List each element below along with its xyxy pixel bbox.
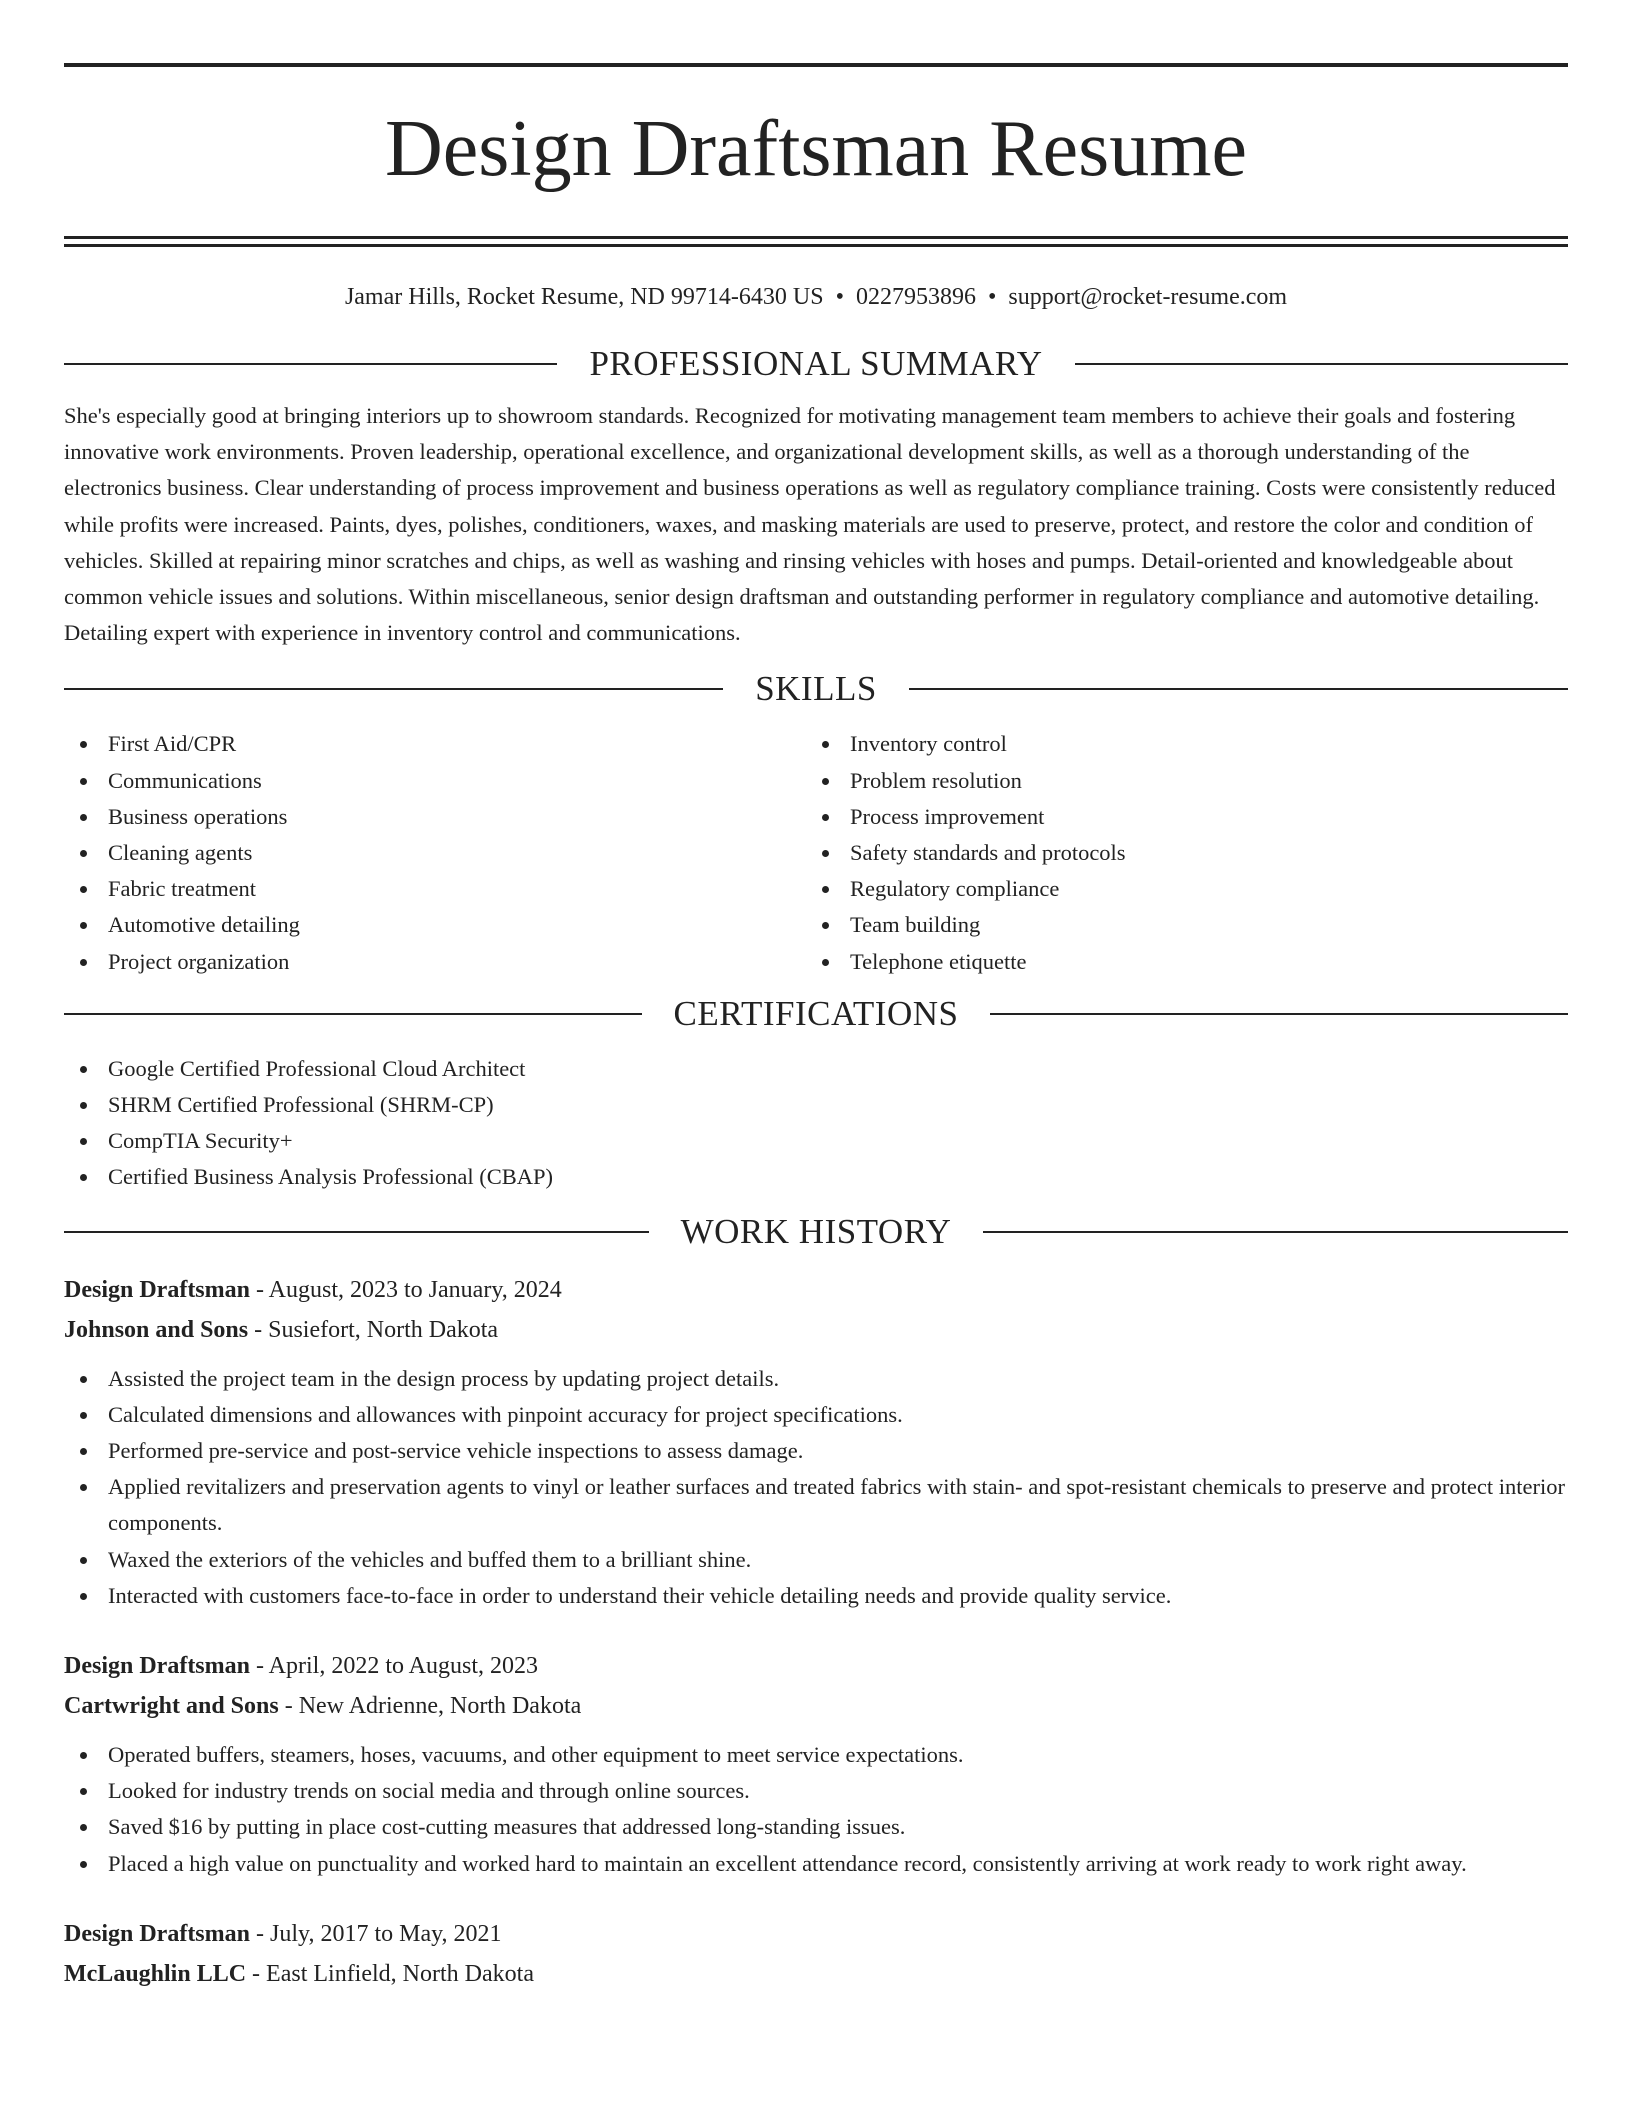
contact-phone: 0227953896 (855, 284, 976, 310)
skill-item: Problem resolution (806, 763, 1548, 799)
job-duty-item: Assisted the project team in the design process by updating project details. (64, 1361, 1568, 1397)
skill-item: Team building (806, 907, 1548, 943)
summary-heading-label: PROFESSIONAL SUMMARY (589, 344, 1043, 383)
job-duty-item: Performed pre-service and post-service vehicle inspections to assess damage. (64, 1433, 1568, 1469)
heading-rule (64, 363, 557, 365)
heading-rule (64, 1013, 642, 1015)
job-title-line (64, 1270, 1568, 1310)
skill-item: Fabric treatment (64, 871, 806, 907)
top-rule (64, 63, 1568, 67)
heading-rule (1075, 363, 1568, 365)
job-company: Cartwright and Sons (64, 1693, 279, 1720)
summary-heading (64, 342, 1568, 386)
certification-item: SHRM Certified Professional (SHRM-CP) (64, 1087, 1568, 1123)
skill-item: First Aid/CPR (64, 726, 806, 762)
skill-item: Business operations (64, 799, 806, 835)
job-company-line (64, 1310, 1568, 1350)
job-duty-item: Applied revitalizers and preservation agents to vinyl or leather surfaces and treated fabrics with stain- and spot-resistant chemicals to preserve and protect interior components. (64, 1469, 1568, 1541)
job-duty-item: Saved $16 by putting in place cost-cutting measures that addressed long-standing issues. (64, 1809, 1568, 1845)
job-title: Design Draftsman (64, 1920, 250, 1947)
job-title: Design Draftsman (64, 1276, 250, 1303)
certifications-heading (64, 992, 1568, 1036)
job-duty-item: Interacted with customers face-to-face in order to understand their vehicle detailing needs and provide quality service. (64, 1578, 1568, 1614)
certifications-heading-label: CERTIFICATIONS (673, 993, 959, 1033)
job-duties (64, 1737, 1568, 1882)
heading-rule (983, 1231, 1568, 1233)
job-location: - Susiefort, North Dakota (248, 1316, 499, 1343)
skills-list (64, 726, 1568, 979)
job-dates: - August, 2023 to January, 2024 (250, 1276, 562, 1303)
contact-address: Jamar Hills, Rocket Resume, ND 99714-6430 US (344, 284, 824, 310)
work-history-heading (64, 1210, 1568, 1254)
heading-rule (909, 688, 1568, 690)
skill-item: Project organization (64, 944, 806, 980)
certification-item: Google Certified Professional Cloud Architect (64, 1051, 1568, 1087)
skills-right-list (806, 726, 1548, 979)
skill-item: Cleaning agents (64, 835, 806, 871)
contact-line (64, 282, 1568, 312)
job-location: - New Adrienne, North Dakota (278, 1693, 582, 1720)
heading-rule (64, 1231, 649, 1233)
job-dates: - July, 2017 to May, 2021 (250, 1920, 502, 1947)
skill-item: Safety standards and protocols (806, 835, 1548, 871)
job-duties (64, 1361, 1568, 1614)
skills-heading (64, 667, 1568, 711)
job-title-line (64, 1914, 1568, 1954)
certifications-list (64, 1051, 1568, 1196)
job-dates: - April, 2022 to August, 2023 (250, 1653, 539, 1680)
job-location: - East Linfield, North Dakota (246, 1960, 534, 1987)
job-company-line (64, 1954, 1568, 1994)
skill-item: Process improvement (806, 799, 1548, 835)
job-duty-item: Looked for industry trends on social media and through online sources. (64, 1773, 1568, 1809)
title-double-rule (64, 236, 1568, 247)
page-title: Design Draftsman Resume (384, 105, 1248, 193)
job-title-line (64, 1646, 1568, 1686)
job-company: Johnson and Sons (64, 1316, 249, 1343)
skill-item: Regulatory compliance (806, 871, 1548, 907)
job-duty-item: Calculated dimensions and allowances with pinpoint accuracy for project specifications. (64, 1397, 1568, 1433)
certification-item: CompTIA Security+ (64, 1123, 1568, 1159)
certification-item: Certified Business Analysis Professional (CBAP) (64, 1159, 1568, 1195)
skill-item: Communications (64, 763, 806, 799)
summary-text: She's especially good at bringing interiors up to showroom standards. Recognized for motivating management team members to achieve their goals and fostering innovative work environments. Proven leadership, operational excellence, and organizational development skills, as well as a thorough understanding of the electronics business. Clear understanding of process improvement and business operations as well as regulatory compliance training. Costs were consistently reduced while profits were increased. Paints, dyes, polishes, conditioners, waxes, and masking materials are used to preserve, protect, and restore the color and condition of vehicles. Skilled at repairing minor scratches and chips, as well as washing and rinsing vehicles with hoses and pumps. Detail-oriented and knowledgeable about common vehicle issues and solutions. Within miscellaneous, senior design draftsman and outstanding performer in regulatory compliance and automotive detailing. Detailing expert with experience in inventory control and communications. (64, 403, 1556, 646)
skill-item: Automotive detailing (64, 907, 806, 943)
job-title: Design Draftsman (64, 1653, 250, 1680)
job-entry (64, 1646, 1568, 1882)
skills-left-list (64, 726, 806, 979)
contact-separator: • (835, 284, 844, 310)
job-company-line (64, 1686, 1568, 1726)
job-entry (64, 1270, 1568, 1614)
job-duty-item: Placed a high value on punctuality and worked hard to maintain an excellent attendance record, consistently arriving at work ready to work right away. (64, 1846, 1568, 1882)
heading-rule (990, 1013, 1568, 1015)
contact-separator: • (987, 284, 997, 310)
job-company: McLaughlin LLC (64, 1960, 247, 1987)
work-history-heading-label: WORK HISTORY (680, 1211, 952, 1251)
job-duty-item: Operated buffers, steamers, hoses, vacuums, and other equipment to meet service expectations. (64, 1737, 1568, 1773)
heading-rule (64, 688, 723, 690)
contact-email: support@rocket-resume.com (1008, 284, 1288, 310)
skills-column-left (64, 726, 806, 979)
skill-item: Telephone etiquette (806, 944, 1548, 980)
job-entry (64, 1914, 1568, 1994)
resume-page (64, 0, 1568, 1994)
job-duty-item: Waxed the exteriors of the vehicles and buffed them to a brilliant shine. (64, 1542, 1568, 1578)
skills-column-right (806, 726, 1548, 979)
skill-item: Inventory control (806, 726, 1548, 762)
skills-heading-label: SKILLS (755, 669, 877, 709)
